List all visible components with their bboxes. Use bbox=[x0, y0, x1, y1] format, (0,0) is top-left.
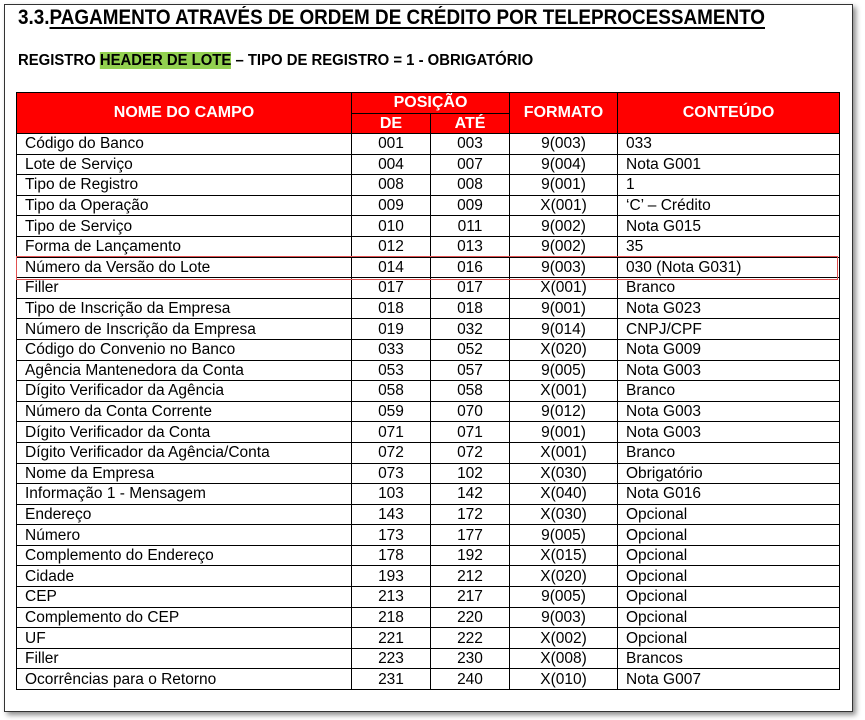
table-row bbox=[17, 257, 840, 278]
content-cell: Opcional bbox=[618, 566, 840, 587]
format-cell: X(001) bbox=[510, 278, 618, 299]
to-cell: 008 bbox=[431, 175, 510, 196]
format-cell: X(030) bbox=[510, 463, 618, 484]
header-to: ATÉ bbox=[431, 113, 510, 134]
header-field-name: NOME DO CAMPO bbox=[17, 93, 352, 134]
from-cell: 059 bbox=[352, 401, 431, 422]
field-name-cell: Tipo de Serviço bbox=[17, 216, 352, 237]
field-name-cell: UF bbox=[17, 628, 352, 649]
from-cell: 103 bbox=[352, 484, 431, 505]
from-cell: 053 bbox=[352, 360, 431, 381]
from-cell: 231 bbox=[352, 669, 431, 690]
from-cell: 143 bbox=[352, 504, 431, 525]
to-cell: 222 bbox=[431, 628, 510, 649]
table-row bbox=[17, 607, 840, 628]
header-position: POSIÇÃO bbox=[352, 93, 510, 114]
content-cell: Opcional bbox=[618, 545, 840, 566]
content-cell: 35 bbox=[618, 236, 840, 257]
field-name-cell: Nome da Empresa bbox=[17, 463, 352, 484]
from-cell: 010 bbox=[352, 216, 431, 237]
field-name-cell: Filler bbox=[17, 648, 352, 669]
content-cell: Nota G001 bbox=[618, 154, 840, 175]
content-cell: Obrigatório bbox=[618, 463, 840, 484]
table-row bbox=[17, 587, 840, 608]
content-cell: Opcional bbox=[618, 587, 840, 608]
field-name-cell: Código do Banco bbox=[17, 134, 352, 155]
to-cell: 102 bbox=[431, 463, 510, 484]
table-row bbox=[17, 566, 840, 587]
format-cell: 9(014) bbox=[510, 319, 618, 340]
content-cell: Branco bbox=[618, 278, 840, 299]
subtitle-highlight: HEADER DE LOTE bbox=[99, 52, 232, 69]
record-subtitle bbox=[18, 52, 533, 70]
field-name-cell: Cidade bbox=[17, 566, 352, 587]
field-name-cell: Endereço bbox=[17, 504, 352, 525]
field-name-cell: Ocorrências para o Retorno bbox=[17, 669, 352, 690]
format-cell: X(020) bbox=[510, 566, 618, 587]
section-number: 3.3. bbox=[18, 6, 50, 29]
to-cell: 017 bbox=[431, 278, 510, 299]
table-row bbox=[17, 319, 840, 340]
subtitle-suffix: – TIPO DE REGISTRO = 1 - OBRIGATÓRIO bbox=[231, 52, 534, 69]
to-cell: 220 bbox=[431, 607, 510, 628]
from-cell: 001 bbox=[352, 134, 431, 155]
header-from: DE bbox=[352, 113, 431, 134]
to-cell: 230 bbox=[431, 648, 510, 669]
from-cell: 178 bbox=[352, 545, 431, 566]
from-cell: 058 bbox=[352, 381, 431, 402]
from-cell: 073 bbox=[352, 463, 431, 484]
section-title-text: PAGAMENTO ATRAVÉS DE ORDEM DE CRÉDITO POR TELEPROCESSAMENTO bbox=[49, 6, 765, 29]
content-cell: Opcional bbox=[618, 504, 840, 525]
table-row bbox=[17, 360, 840, 381]
to-cell: 192 bbox=[431, 545, 510, 566]
header-content: CONTEÚDO bbox=[618, 93, 840, 134]
field-name-cell: Código do Convenio no Banco bbox=[17, 339, 352, 360]
from-cell: 018 bbox=[352, 298, 431, 319]
to-cell: 007 bbox=[431, 154, 510, 175]
table-row bbox=[17, 236, 840, 257]
from-cell: 033 bbox=[352, 339, 431, 360]
to-cell: 070 bbox=[431, 401, 510, 422]
format-cell: X(001) bbox=[510, 381, 618, 402]
section-title bbox=[18, 6, 765, 30]
to-cell: 018 bbox=[431, 298, 510, 319]
content-cell: Branco bbox=[618, 381, 840, 402]
to-cell: 212 bbox=[431, 566, 510, 587]
from-cell: 072 bbox=[352, 442, 431, 463]
to-cell: 016 bbox=[431, 257, 510, 278]
field-name-cell: Número bbox=[17, 525, 352, 546]
field-name-cell: Dígito Verificador da Agência bbox=[17, 381, 352, 402]
field-name-cell: Tipo de Inscrição da Empresa bbox=[17, 298, 352, 319]
format-cell: 9(004) bbox=[510, 154, 618, 175]
field-name-cell: Número de Inscrição da Empresa bbox=[17, 319, 352, 340]
from-cell: 017 bbox=[352, 278, 431, 299]
table-row bbox=[17, 648, 840, 669]
format-cell: 9(005) bbox=[510, 587, 618, 608]
from-cell: 213 bbox=[352, 587, 431, 608]
content-cell: Nota G015 bbox=[618, 216, 840, 237]
table-row bbox=[17, 669, 840, 690]
format-cell: X(002) bbox=[510, 628, 618, 649]
from-cell: 218 bbox=[352, 607, 431, 628]
content-cell: Branco bbox=[618, 442, 840, 463]
content-cell: Nota G003 bbox=[618, 401, 840, 422]
to-cell: 009 bbox=[431, 195, 510, 216]
field-layout-table bbox=[16, 92, 840, 690]
field-name-cell: CEP bbox=[17, 587, 352, 608]
field-name-cell: Número da Versão do Lote bbox=[17, 257, 352, 278]
content-cell: 030 (Nota G031) bbox=[618, 257, 840, 278]
format-cell: X(001) bbox=[510, 195, 618, 216]
content-cell: Nota G023 bbox=[618, 298, 840, 319]
from-cell: 173 bbox=[352, 525, 431, 546]
table-row bbox=[17, 401, 840, 422]
to-cell: 071 bbox=[431, 422, 510, 443]
format-cell: 9(003) bbox=[510, 257, 618, 278]
table-row bbox=[17, 216, 840, 237]
from-cell: 004 bbox=[352, 154, 431, 175]
field-name-cell: Complemento do Endereço bbox=[17, 545, 352, 566]
format-cell: 9(005) bbox=[510, 525, 618, 546]
table-row bbox=[17, 484, 840, 505]
to-cell: 177 bbox=[431, 525, 510, 546]
format-cell: X(040) bbox=[510, 484, 618, 505]
to-cell: 032 bbox=[431, 319, 510, 340]
field-name-cell: Dígito Verificador da Agência/Conta bbox=[17, 442, 352, 463]
content-cell: ‘C’ – Crédito bbox=[618, 195, 840, 216]
from-cell: 012 bbox=[352, 236, 431, 257]
table-body bbox=[17, 134, 840, 690]
table-row bbox=[17, 175, 840, 196]
to-cell: 052 bbox=[431, 339, 510, 360]
table-row bbox=[17, 381, 840, 402]
to-cell: 003 bbox=[431, 134, 510, 155]
format-cell: 9(005) bbox=[510, 360, 618, 381]
table-row bbox=[17, 504, 840, 525]
content-cell: 1 bbox=[618, 175, 840, 196]
format-cell: 9(003) bbox=[510, 134, 618, 155]
from-cell: 019 bbox=[352, 319, 431, 340]
from-cell: 071 bbox=[352, 422, 431, 443]
format-cell: 9(003) bbox=[510, 607, 618, 628]
to-cell: 142 bbox=[431, 484, 510, 505]
to-cell: 058 bbox=[431, 381, 510, 402]
from-cell: 008 bbox=[352, 175, 431, 196]
field-name-cell: Complemento do CEP bbox=[17, 607, 352, 628]
table-row bbox=[17, 442, 840, 463]
content-cell: Nota G007 bbox=[618, 669, 840, 690]
content-cell: Nota G009 bbox=[618, 339, 840, 360]
format-cell: X(015) bbox=[510, 545, 618, 566]
from-cell: 193 bbox=[352, 566, 431, 587]
table-row bbox=[17, 545, 840, 566]
field-name-cell: Filler bbox=[17, 278, 352, 299]
to-cell: 057 bbox=[431, 360, 510, 381]
from-cell: 223 bbox=[352, 648, 431, 669]
to-cell: 011 bbox=[431, 216, 510, 237]
table-row bbox=[17, 134, 840, 155]
field-name-cell: Tipo de Registro bbox=[17, 175, 352, 196]
content-cell: Nota G016 bbox=[618, 484, 840, 505]
subtitle-prefix: REGISTRO bbox=[18, 52, 100, 69]
table-row bbox=[17, 154, 840, 175]
to-cell: 240 bbox=[431, 669, 510, 690]
content-cell: Nota G003 bbox=[618, 422, 840, 443]
table-row bbox=[17, 525, 840, 546]
format-cell: 9(002) bbox=[510, 236, 618, 257]
format-cell: X(020) bbox=[510, 339, 618, 360]
format-cell: 9(012) bbox=[510, 401, 618, 422]
table-row bbox=[17, 278, 840, 299]
table-row bbox=[17, 628, 840, 649]
table-row bbox=[17, 463, 840, 484]
format-cell: X(008) bbox=[510, 648, 618, 669]
field-name-cell: Forma de Lançamento bbox=[17, 236, 352, 257]
format-cell: 9(001) bbox=[510, 422, 618, 443]
content-cell: Nota G003 bbox=[618, 360, 840, 381]
table-row bbox=[17, 422, 840, 443]
from-cell: 009 bbox=[352, 195, 431, 216]
field-name-cell: Informação 1 - Mensagem bbox=[17, 484, 352, 505]
field-name-cell: Lote de Serviço bbox=[17, 154, 352, 175]
to-cell: 013 bbox=[431, 236, 510, 257]
format-cell: X(030) bbox=[510, 504, 618, 525]
field-name-cell: Agência Mantenedora da Conta bbox=[17, 360, 352, 381]
to-cell: 217 bbox=[431, 587, 510, 608]
content-cell: Brancos bbox=[618, 648, 840, 669]
from-cell: 014 bbox=[352, 257, 431, 278]
to-cell: 072 bbox=[431, 442, 510, 463]
content-cell: Opcional bbox=[618, 607, 840, 628]
content-cell: 033 bbox=[618, 134, 840, 155]
table-row bbox=[17, 298, 840, 319]
content-cell: Opcional bbox=[618, 628, 840, 649]
from-cell: 221 bbox=[352, 628, 431, 649]
table-row bbox=[17, 339, 840, 360]
format-cell: 9(001) bbox=[510, 298, 618, 319]
format-cell: 9(001) bbox=[510, 175, 618, 196]
header-format: FORMATO bbox=[510, 93, 618, 134]
format-cell: 9(002) bbox=[510, 216, 618, 237]
field-name-cell: Dígito Verificador da Conta bbox=[17, 422, 352, 443]
field-name-cell: Número da Conta Corrente bbox=[17, 401, 352, 422]
format-cell: X(010) bbox=[510, 669, 618, 690]
content-cell: CNPJ/CPF bbox=[618, 319, 840, 340]
content-cell: Opcional bbox=[618, 525, 840, 546]
format-cell: X(001) bbox=[510, 442, 618, 463]
to-cell: 172 bbox=[431, 504, 510, 525]
field-name-cell: Tipo da Operação bbox=[17, 195, 352, 216]
table-row bbox=[17, 195, 840, 216]
